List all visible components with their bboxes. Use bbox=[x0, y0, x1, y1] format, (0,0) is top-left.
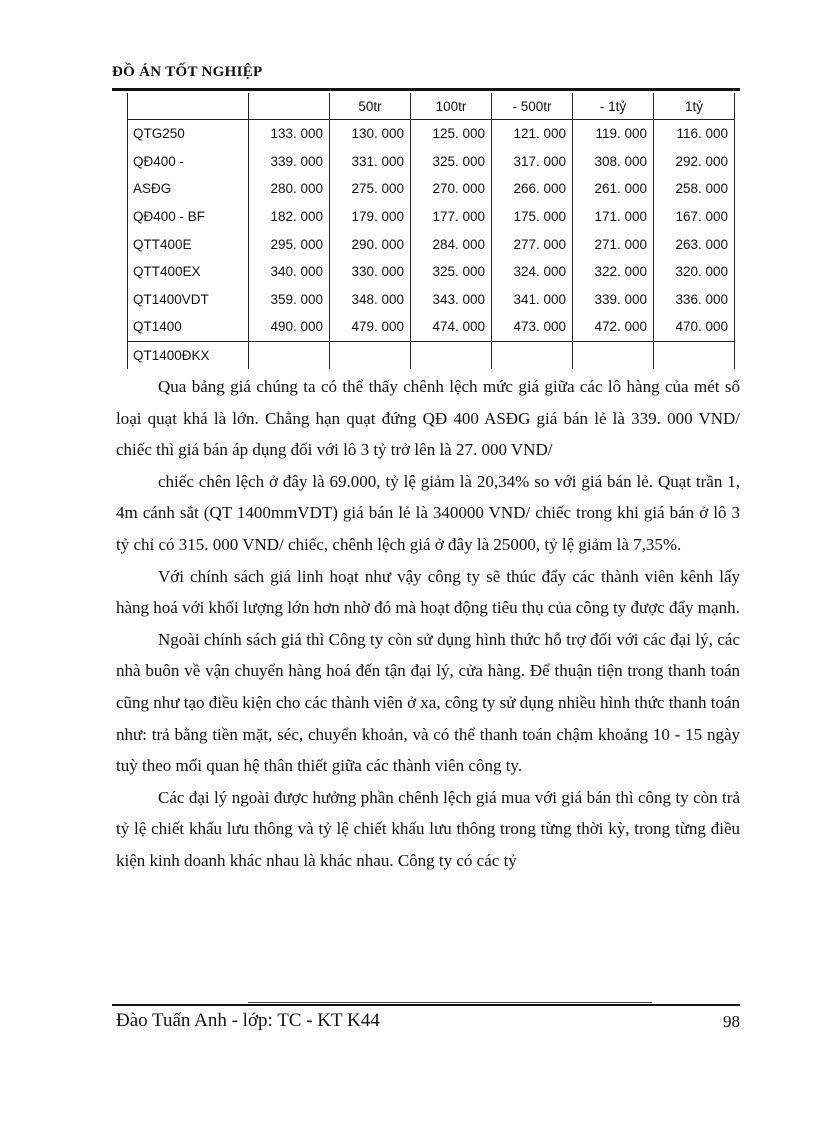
footer-author: Đào Tuấn Anh - lớp: TC - KT K44 bbox=[116, 1010, 380, 1031]
price-cell: 179. 000 bbox=[330, 203, 411, 231]
column-header: 100tr bbox=[411, 93, 492, 120]
price-cell: 339. 000 bbox=[249, 148, 330, 176]
page-number: 98 bbox=[723, 1012, 740, 1031]
price-cell: 470. 000 bbox=[654, 313, 735, 341]
price-cell: 295. 000 bbox=[249, 230, 330, 258]
price-cell: 284. 000 bbox=[411, 230, 492, 258]
product-name: QT1400VDT bbox=[128, 286, 249, 314]
price-cell bbox=[492, 341, 573, 369]
price-cell bbox=[573, 341, 654, 369]
price-cell: 320. 000 bbox=[654, 258, 735, 286]
price-cell: 258. 000 bbox=[654, 175, 735, 203]
price-cell: 322. 000 bbox=[573, 258, 654, 286]
table-row bbox=[128, 258, 735, 286]
product-name: QTT400E bbox=[128, 230, 249, 258]
price-cell: 121. 000 bbox=[492, 120, 573, 148]
price-table bbox=[127, 93, 735, 369]
price-cell bbox=[249, 341, 330, 369]
price-cell: 317. 000 bbox=[492, 148, 573, 176]
product-name: QTT400EX bbox=[128, 258, 249, 286]
price-cell: 292. 000 bbox=[654, 148, 735, 176]
price-cell bbox=[411, 341, 492, 369]
product-name: QĐ400 - bbox=[128, 148, 249, 176]
column-header bbox=[249, 93, 330, 120]
price-cell: 261. 000 bbox=[573, 175, 654, 203]
column-header: 50tr bbox=[330, 93, 411, 120]
paragraph: Với chính sách giá linh hoạt như vậy công ty sẽ thúc đẩy các thành viên kênh lấy hàng hoá với khối lượng lớn hơn nhờ đó mà hoạt động tiêu thụ của công ty được đẩy mạnh. bbox=[116, 566, 740, 618]
price-cell: 175. 000 bbox=[492, 203, 573, 231]
price-cell: 167. 000 bbox=[654, 203, 735, 231]
price-cell: 490. 000 bbox=[249, 313, 330, 341]
column-header: - 1tỷ bbox=[573, 93, 654, 120]
column-header: - 500tr bbox=[492, 93, 573, 120]
table-row bbox=[128, 120, 735, 148]
price-cell: 119. 000 bbox=[573, 120, 654, 148]
price-cell: 474. 000 bbox=[411, 313, 492, 341]
column-header bbox=[128, 93, 249, 120]
product-name: QTG250 bbox=[128, 120, 249, 148]
paragraph: Các đại lý ngoài được hưởng phần chênh lệch giá mua với giá bán thì công ty còn trả tỷ lệ chiết khấu lưu thông và tỷ lệ chiết khấu lưu thông trong từng thời kỳ, trong từng điều kiện kinh doanh khác nhau là khác nhau. Công ty có các tỷ bbox=[116, 787, 740, 870]
price-cell bbox=[654, 341, 735, 369]
table-row bbox=[128, 203, 735, 231]
price-cell: 472. 000 bbox=[573, 313, 654, 341]
paragraph: Ngoài chính sách giá thì Công ty còn sử dụng hình thức hỗ trợ đối với các đại lý, các nhà buôn về vận chuyển hàng hoá đến tận đại lý, cửa hàng. Để thuận tiện trong thanh toán cũng như tạo điều kiện cho các thành viên ở xa, công ty sử dụng nhiều hình thức thanh toán như: trả bằng tiền mặt, séc, chuyển khoản, và có thể thanh toán chậm khoảng 10 - 15 ngày tuỳ theo mối quan hệ thân thiết giữa các thành viên công ty. bbox=[116, 629, 740, 776]
price-cell: 125. 000 bbox=[411, 120, 492, 148]
price-cell: 270. 000 bbox=[411, 175, 492, 203]
price-cell: 339. 000 bbox=[573, 286, 654, 314]
product-name: QĐ400 - BF bbox=[128, 203, 249, 231]
price-cell: 308. 000 bbox=[573, 148, 654, 176]
price-cell: 266. 000 bbox=[492, 175, 573, 203]
product-name: ASĐG bbox=[128, 175, 249, 203]
table-row bbox=[128, 341, 735, 369]
header-rule bbox=[112, 88, 740, 91]
price-cell: 280. 000 bbox=[249, 175, 330, 203]
price-cell bbox=[330, 341, 411, 369]
price-cell: 182. 000 bbox=[249, 203, 330, 231]
column-header: 1tỷ bbox=[654, 93, 735, 120]
price-cell: 275. 000 bbox=[330, 175, 411, 203]
price-cell: 290. 000 bbox=[330, 230, 411, 258]
price-cell: 479. 000 bbox=[330, 313, 411, 341]
price-cell: 343. 000 bbox=[411, 286, 492, 314]
table-row bbox=[128, 313, 735, 341]
price-cell: 177. 000 bbox=[411, 203, 492, 231]
price-cell: 348. 000 bbox=[330, 286, 411, 314]
price-cell: 271. 000 bbox=[573, 230, 654, 258]
price-cell: 133. 000 bbox=[249, 120, 330, 148]
price-cell: 340. 000 bbox=[249, 258, 330, 286]
price-cell: 263. 000 bbox=[654, 230, 735, 258]
price-cell: 116. 000 bbox=[654, 120, 735, 148]
paragraph: Qua bảng giá chúng ta có thể thấy chênh lệch mức giá giữa các lô hàng của mét số loại quạt khá là lớn. Chẳng hạn quạt đứng QĐ 400 ASĐG giá bán lẻ là 339. 000 VND/ chiếc thì giá bán áp dụng đối với lô 3 tỷ trở lên là 27. 000 VND/ bbox=[116, 377, 740, 460]
price-cell: 473. 000 bbox=[492, 313, 573, 341]
price-cell: 331. 000 bbox=[330, 148, 411, 176]
table-row bbox=[128, 148, 735, 176]
body-text bbox=[116, 371, 740, 877]
price-cell: 324. 000 bbox=[492, 258, 573, 286]
price-cell: 341. 000 bbox=[492, 286, 573, 314]
table-row bbox=[128, 286, 735, 314]
table-header-row bbox=[128, 93, 735, 120]
price-cell: 330. 000 bbox=[330, 258, 411, 286]
header-title: ĐỒ ÁN TỐT NGHIỆP bbox=[112, 64, 263, 80]
price-cell: 336. 000 bbox=[654, 286, 735, 314]
paragraph: chiếc chên lệch ở đây là 69.000, tỷ lệ giảm là 20,34% so với giá bán lẻ. Quạt trần 1, 4m cánh sắt (QT 1400mmVDT) giá bán lẻ là 340000 VND/ chiếc trong khi giá bán ở lô 3 tỷ chỉ có 315. 000 VND/ chiếc, chênh lệch giá ở đây là 25000, tỷ lệ giảm là 7,35%. bbox=[116, 471, 740, 554]
price-cell: 325. 000 bbox=[411, 148, 492, 176]
price-cell: 277. 000 bbox=[492, 230, 573, 258]
product-name: QT1400 bbox=[128, 313, 249, 341]
footer-rule bbox=[112, 1004, 740, 1006]
product-name: QT1400ĐKX bbox=[128, 341, 249, 369]
footer-rule-thin bbox=[248, 1002, 652, 1003]
table-row bbox=[128, 175, 735, 203]
table-row bbox=[128, 230, 735, 258]
price-cell: 130. 000 bbox=[330, 120, 411, 148]
price-cell: 171. 000 bbox=[573, 203, 654, 231]
price-cell: 359. 000 bbox=[249, 286, 330, 314]
price-cell: 325. 000 bbox=[411, 258, 492, 286]
